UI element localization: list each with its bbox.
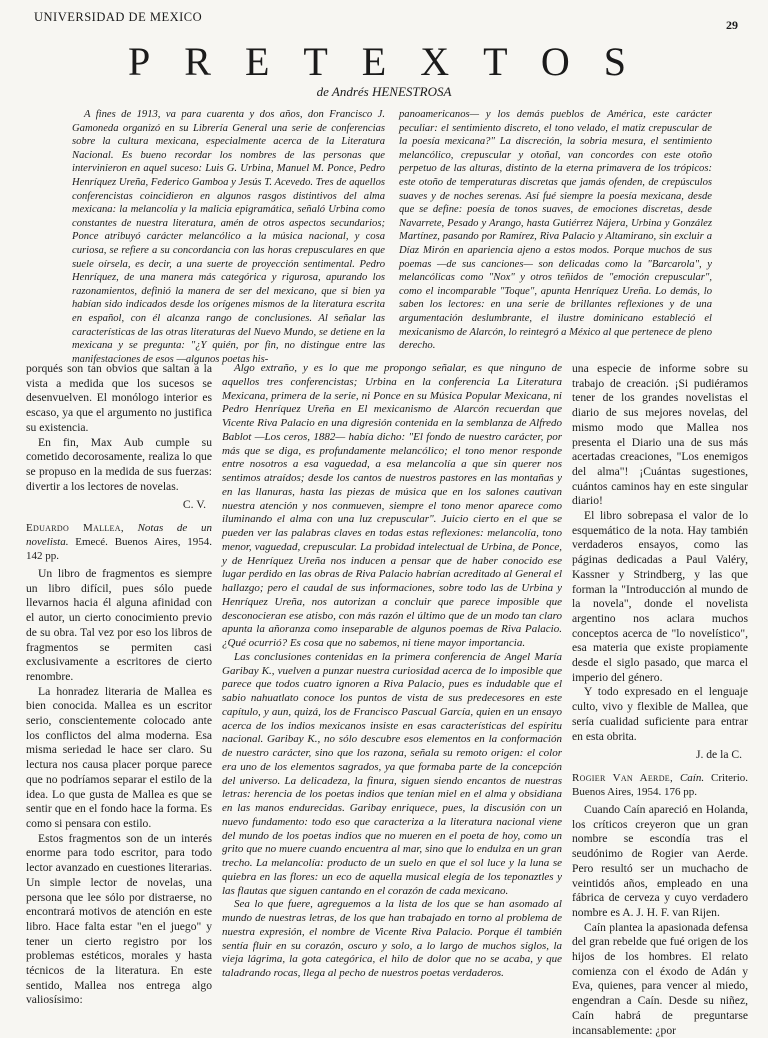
paragraph: porqués son tan obvios que saltan a la vista a medida que los sucesos se desenvuelven. El monólogo interior es escaso, ya que el argumento no justifica su existencia. (26, 362, 212, 434)
section-title: PRETEXTOS (128, 39, 660, 84)
book-title: Caín. (679, 771, 705, 784)
paragraph: El libro sobrepasa el valor de lo esquemático de la nota. Hay también verdaderos ensayos, como las páginas dedicadas a Paul Valéry, Kassner y Strindberg, y las que forman la "Introducción al mundo de la novela", donde el novelista argentino nos aclara muchos conceptos acerca de "lo novelístico", esa materia que existe propiamente desde el siglo pasado, que marca el imperio del género. (572, 509, 748, 684)
book-citation (572, 771, 748, 799)
intro-article (72, 108, 712, 366)
paragraph: Caín plantea la apasionada defensa del gran rebelde que fué origen de los hijos de los hombres. El relato comienza con el éxodo de Adán y Eva, quienes, para vencer al miedo, engendran a Caín. Desde su niñez, Caín habrá de preguntarse incansablemente: ¿por (572, 920, 748, 1037)
intro-column-1 (72, 108, 385, 366)
intro-column-2 (399, 108, 712, 366)
running-head: UNIVERSIDAD DE MEXICO (34, 10, 203, 24)
book-citation (26, 521, 212, 563)
paragraph: Un libro de fragmentos es siempre un libro difícil, pues sólo puede llevarnos hacia él alguna afinidad con el autor, un cierto conocimiento previo de su obra. Tal vez por eso los libros de fragmentos se permiten casi exclusivamente a escritores de cierto renombre. (26, 567, 212, 683)
middle-column (222, 362, 562, 981)
paragraph: Las conclusiones contenidas en la primera conferencia de Angel María Garibay K., vuelven a punzar nuestra curiosidad acerca de lo imposible que parece que todos cuatro ignoren a Riva Palacio, pues es indudable que el sabio nahuatlato conoce los puntos de vista de sus predecesores en este capítulo, y aun, quizá, los de Francisco Pascual García, quien en un ensayo acerca de los indios mexicanos insiste en esas características del espíritu nacional. Garibay K., no sólo descubre esos elementos en la conformación de nuestro carácter, sino que los razona, señala su remoto origen: el color era uno de los elementos sagrados, ya que formaba parte de la concepción del universo. La delicadeza, la finura, siguen siendo encantos de nuestras letras: herencia de los poetas indios que tenían miel en el alma y obsidiana en las manos endurecidas. Garibay enriquece, pues, la discusión con un nuevo fundamento: todo eso que caracteriza a la literatura nacional viene del mundo de los poetas indios que no mueren en el poeta de hoy, como un grito que no muere cuando encuentra al mar, sino que lo endulza en un gran trecho. La melancolía: producto de un suelo en que el sol luce y la luna se quiebra en las flores: un eco de aquella musical elegía de los teponaztles y las flautas que siguen cantando en el corazón de cada mexicano. (222, 650, 562, 897)
book-title: Notas de un novelista. (26, 522, 212, 549)
paragraph: una especie de informe sobre su trabajo de creación. ¡Si pudiéramos tener de los grandes novelistas el diario de sus mejores novelas, del mismo modo que Mallea nos presenta el Diario una de sus más acertadas creaciones, "Los enemigos del alma"! ¡Cuántas sugestiones, cuántos caminos hay en este singular diario! (572, 362, 748, 508)
review-signature: C. V. (182, 498, 206, 512)
left-column (26, 362, 212, 1008)
book-author: Rogier Van Aerde, (572, 771, 674, 784)
review-signature: J. de la C. (695, 748, 742, 762)
intro-paragraph: panoamericanos— y los demás pueblos de América, este carácter peculiar: el sentimiento discreto, el tono velado, el matiz crepuscular de la poesía mexicana?" La discreción, la sobria mesura, el sentimiento melancólico, crepuscular y otoñal, van concordes con este otoño perpetuo de las alturas, distinto de la eterna primavera de los trópicos: este otoño de temperaturas discretas que jamás ofenden, de crepúsculos suaves y de noches serenas. Así fué siempre la poesía mexicana, desde que se define: poesía de tonos suaves, de emociones discretas, desde Navarrete, Pesado y Arango, hasta Gutiérrez Nájera, Urbina y González Martínez, pasando por Ramírez, Riva Palacio y Altamirano, sin excluir a Díaz Mirón en apariencia ajeno a estos modos. Porque muchos de sus poemas —de sus canciones— son delicadas como la "Barcarola", y melancólicas como "Nox" y otros teñidos de "emoción crepuscular", como el incomparable "Toque", apunta Henríquez Ureña. Lo demás, lo saben los lectores: en una serie de brillantes reflexiones y de una argumentación deslumbrante, el ilustre dominicano estableció el mexicanismo de Alarcón, lo reintegró a México al que pertenece de pleno derecho. (399, 109, 712, 352)
byline: de Andrés HENESTROSA (316, 84, 452, 99)
book-details: Emecé. Buenos Aires, 1954. 142 pp. (26, 536, 212, 563)
paragraph: En fin, Max Aub cumple su cometido decorosamente, realiza lo que se propuso en la medida de sus fuerzas: divertir a los lectores de novelas. (26, 435, 212, 493)
paragraph: Sea lo que fuere, agreguemos a la lista de los que se han asomado al mundo de nuestras letras, de los que han trabajado en torno al problema de nuestra expresión, el nombre de Vicente Riva Palacio. Porque él también sentía fluir en su corazón, oscuro y solo, a lo largo de muchos siglos, la vieja lágrima, la gota categórica, el hilo de dolor que no se acaba, y que taladrando rocas, llega al pecho de nuestros poetas verdaderos. (222, 898, 562, 979)
page-number: 29 (726, 18, 738, 32)
intro-paragraph: A fines de 1913, va para cuarenta y dos años, don Francisco J. Gamoneda organizó en su Librería General una serie de conferencias sobre la cultura mexicana, especialmente acerca de la Literatura Nacional. Es bueno recordar los nombres de las personas que intervinieron en aquel suceso: Luis G. Urbina, Manuel M. Ponce, Pedro Henríquez Ureña, Federico Gamboa y Jesús T. Acevedo. Tres de aquellos conferencistas coincidieron en algunos rasgos distintivos del alma mexicana: la melancolía y la malicia epigramática, señaló Urbina como constantes de nuestra literatura, amén de otros aspectos secundarios; Ponce atribuyó carácter melancólico a la música nacional, y cosa curiosa, se refiere a su concordancia con las horas crepusculares en que suele oírsela, es decir, a una suerte de proyección sentimental. Pedro Henríquez, de una manera más categórica y rigurosa, apurando los razonamientos, definió la manera de ser del mexicano, que si bien ya habían sido indicados desde los orígenes mismos de la literatura escrita en español, con él alcanza rango de conclusiones. Al señalar las características de las otras literaturas del Nuevo Mundo, se detiene en la mexicana y se pregunta: "¿Y quién, por fin, no distingue entre las manifestaciones de esos —algunos poetas his- (72, 109, 385, 365)
paragraph: Algo extraño, y es lo que me propongo señalar, es que ninguno de aquellos tres conferencistas; Urbina en la conferencia La Literatura Mexicana, primera de la serie, ni Ponce en su Música Popular Mexicana, ni Pedro Henríquez Ureña en El mexicanismo de Alarcón recuerdan que Vicente Riva Palacio en una digresión contenida en la semblanza de Alfredo Bablot —Los ceros, 1882— había dicho: "El fondo de nuestro carácter, por más que se diga, es profundamente melancólico; el tono menor responde entre nosotros a esa vaguedad, a esa melancolía a que sin querer nos sentimos atraídos; desde los cantos de nuestros pastores en las montañas y en las llanuras, hasta las piezas de música que en los salones cautivan nuestra atención y nos conmueven, siempre el tono menor aparece como iluminando el alma con una luz crepuscular". Juicio cierto en el que se pueden ver las palabras claves en todas estas reflexiones: melancolía, tono menor, vaguedad, crepuscular. La probidad intelectual de Urbina, de Ponce, y de Henríquez Ureña nos inducen a pensar que de haber conocido ese lugar perdido en las obras de Riva Palacio habrían acreditado al General el hallazgo; pero el caudal de sus informaciones, sobre todo las de Urbina y Henríquez Ureña, nos autorizan a concluir que parece imposible que desconocieran ese atisbo, con más razón el último que de un modo tan claro apunta la añoranza como inseparable de algunos poemas de Riva Palacio. ¿Qué ocurrió? Es cosa que no sabemos, ni tiene mayor importancia. (222, 362, 562, 649)
paragraph: La honradez literaria de Mallea es bien conocida. Mallea es un escritor serio, conscientemente colocado ante los conflictos del alma moderna. Esa misma seriedad le hace ser claro. Su lectura nos causa placer porque parece que no podríamos separar el estilo de la idea. Lo que gusta de Mallea es que se sentir que en el fondo hace la forma. Es como si pensara con estilo. (26, 684, 212, 830)
book-details: Criterio. Buenos Aires, 1954. 176 pp. (572, 771, 749, 798)
right-column (572, 362, 748, 1038)
paragraph: Y todo expresado en el lenguaje culto, vivo y flexible de Mallea, que sería cualidad suficiente para entrar en esta obrita. (572, 685, 748, 743)
paragraph: Cuando Caín apareció en Holanda, los críticos creyeron que un gran nombre se escondía tras el seudónimo de Rogier van Aerde. Pero resultó ser un muchacho de veintidós años, empleado en una fábrica de cerveza y cuyo verdadero nombre es A. J. H. F. van Rijen. (572, 802, 748, 919)
paragraph: Estos fragmentos son de un interés enorme para todo escritor, para todo lector avanzado en cuestiones literarias. Un simple lector de novelas, una persona que lee sólo por distraerse, no encontrará motivos de atención en este libro. Hace falta estar "en el juego" y tener un cierto registro por los problemas estéticos, morales y hasta técnicos de la literatura. En este sentido, Mallea nos entrega algo valiosísimo: (26, 831, 212, 1007)
book-author: Eduardo Mallea, (26, 522, 124, 535)
